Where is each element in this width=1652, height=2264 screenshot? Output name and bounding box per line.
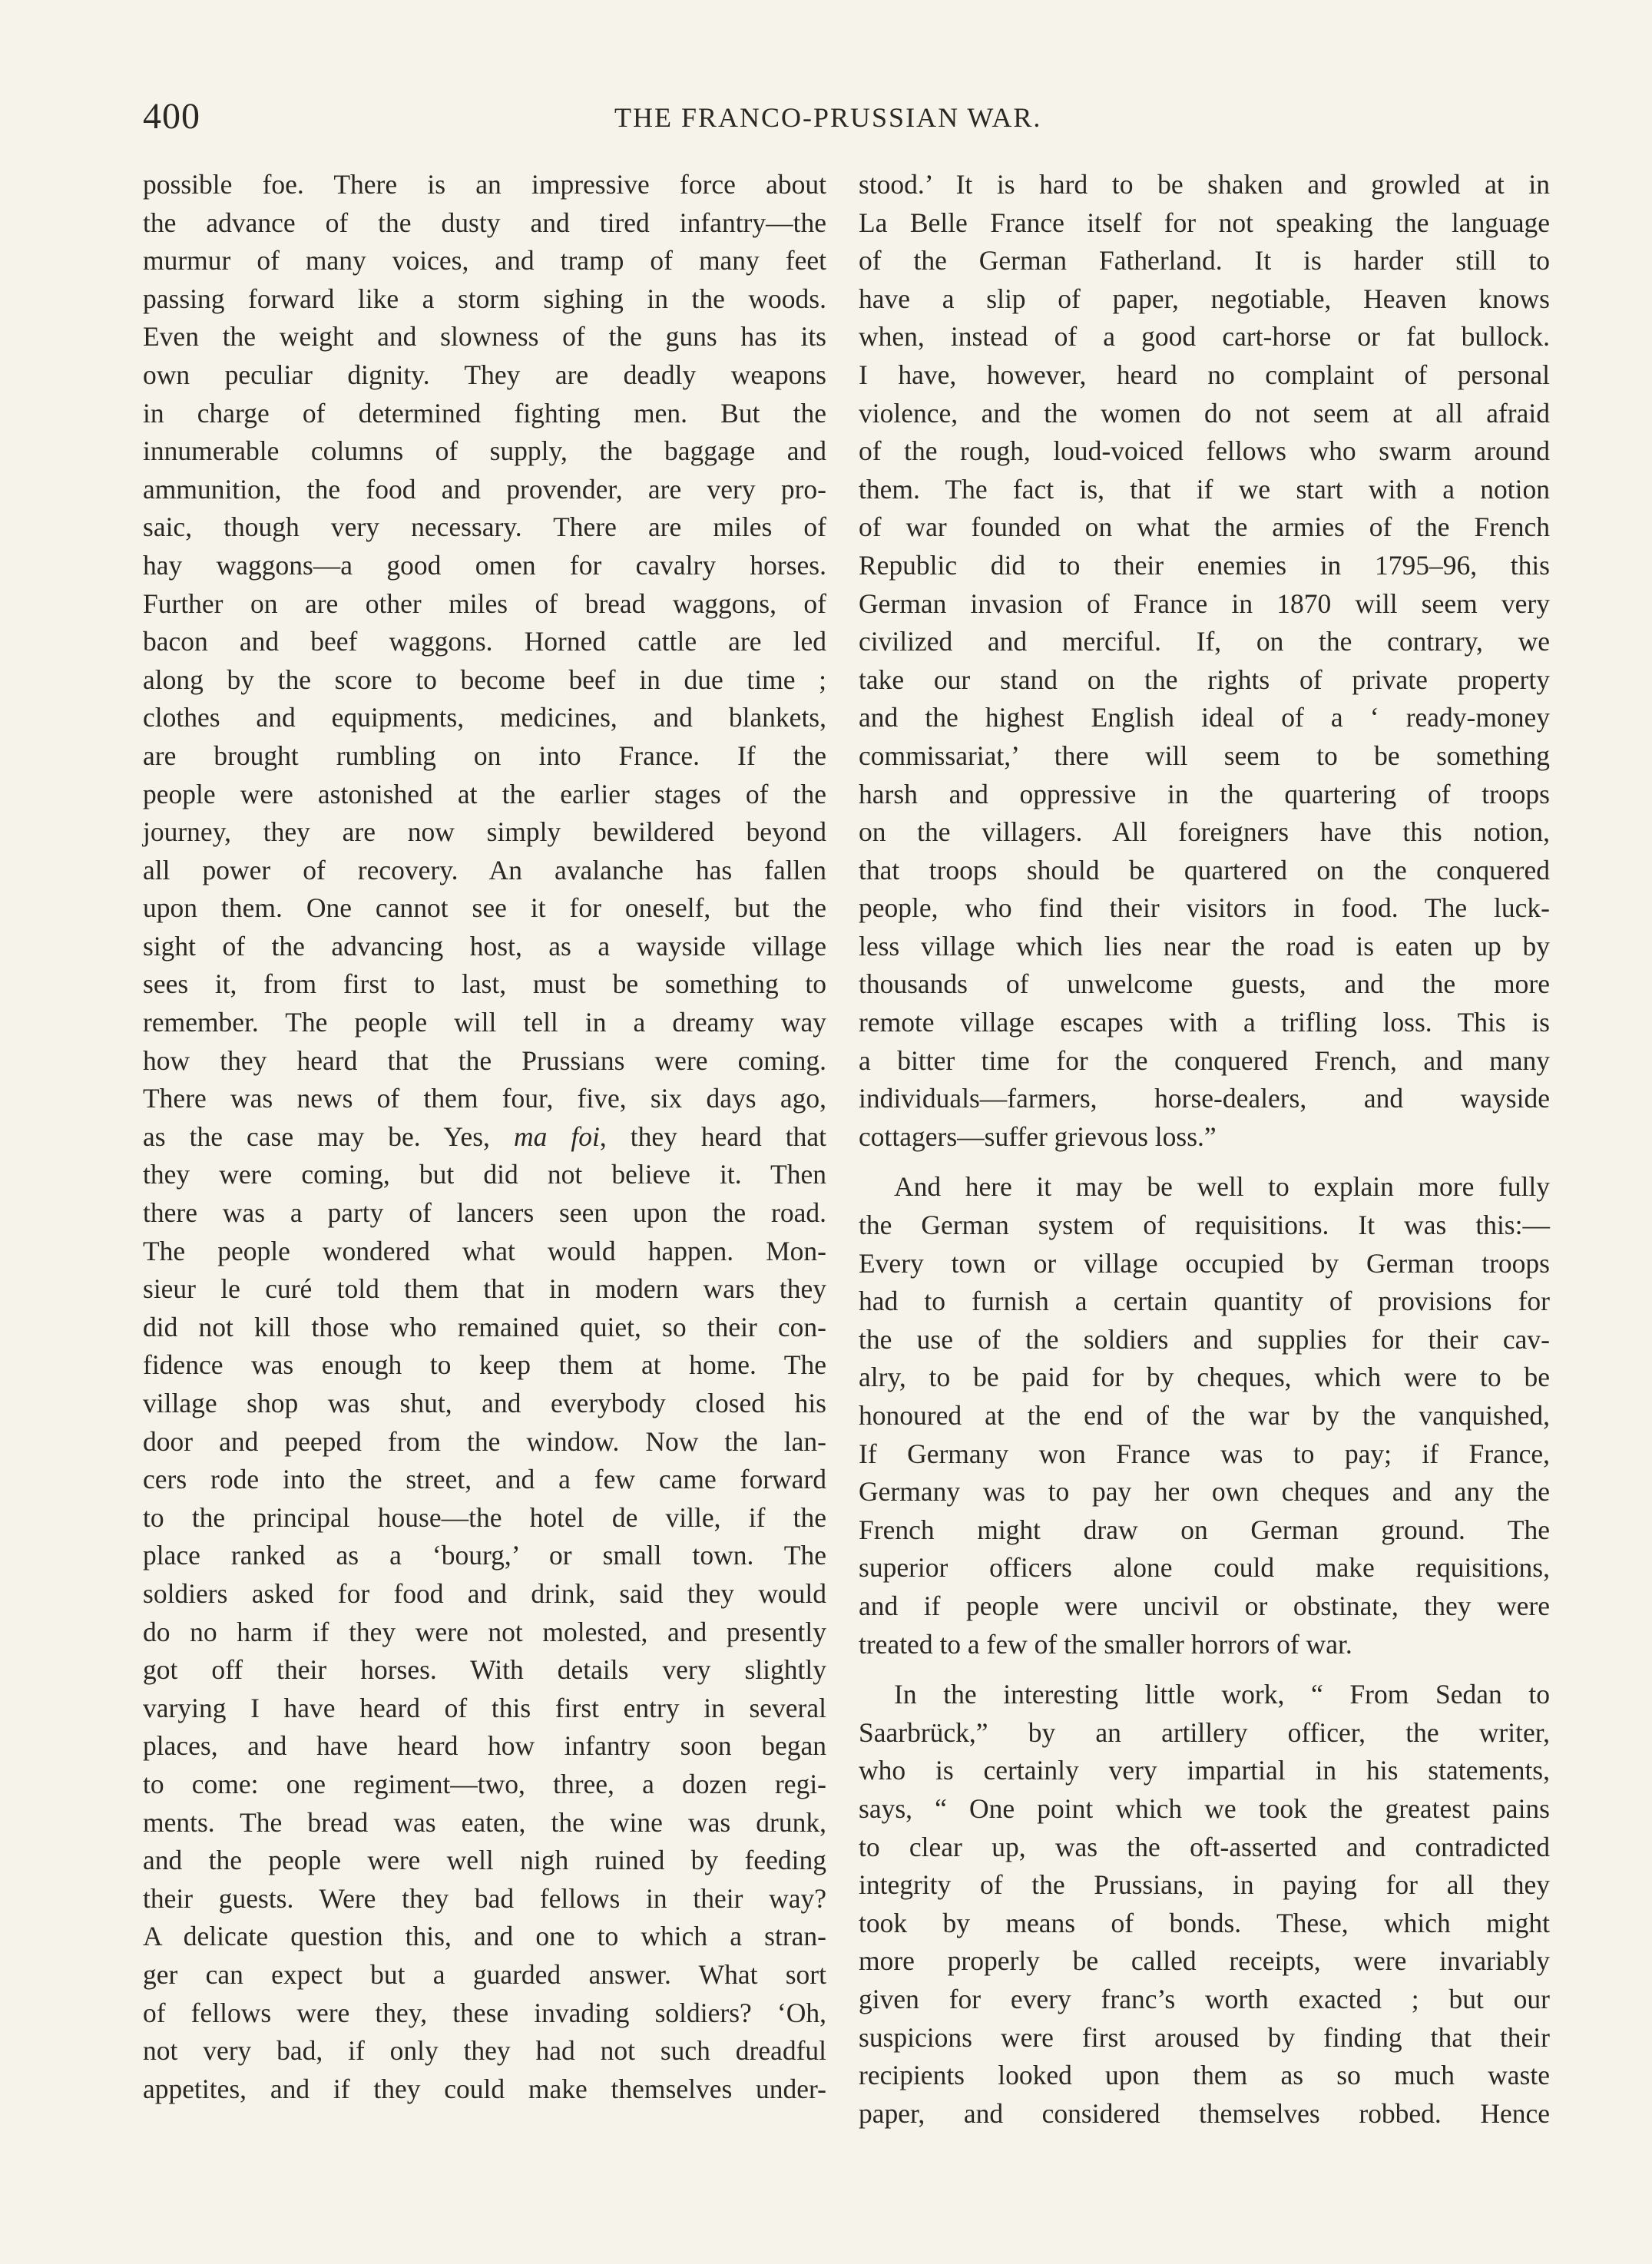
text-line: I have, however, heard no complaint of personal	[859, 359, 1550, 390]
text-line: A delicate question this, and one to which a stran-	[143, 1921, 826, 1952]
text-line: Germany was to pay her own cheques and any the	[859, 1476, 1550, 1508]
text-line: Every town or village occupied by German troops	[859, 1247, 1550, 1279]
text-line: ammunition, the food and provender, are very pro-	[143, 473, 826, 505]
text-line: cers rode into the street, and a few came forward	[143, 1464, 826, 1495]
text-line: of the rough, loud-voiced fellows who swarm around	[859, 435, 1550, 467]
text-line: who is certainly very impartial in his statements,	[859, 1755, 1550, 1786]
text-line: And here it may be well to explain more fully	[894, 1171, 1550, 1203]
text-line: clothes and equipments, medicines, and blankets,	[143, 702, 826, 733]
text-line: sight of the advancing host, as a wayside village	[143, 930, 826, 962]
text-line: do no harm if they were not molested, and presently	[143, 1616, 826, 1647]
text-line: passing forward like a storm sighing in the woods.	[143, 283, 826, 314]
text-line: of war founded on what the armies of the French	[859, 511, 1550, 543]
paragraph-requisitions	[859, 1168, 1550, 1663]
text-line: varying I have heard of this first entry in several	[143, 1692, 826, 1723]
text-line: remember. The people will tell in a dreamy way	[143, 1007, 826, 1038]
text-line: there was a party of lancers seen upon the road.	[143, 1197, 826, 1229]
text-line: the German system of requisitions. It was this:—	[859, 1210, 1550, 1241]
text-line: Republic did to their enemies in 1795–96, this	[859, 549, 1550, 581]
text-line: not very bad, if only they had not such dreadful	[143, 2035, 826, 2067]
text-line: place ranked as a ‘bourg,’ or small town. The	[143, 1540, 826, 1571]
text-line: how they heard that the Prussians were coming.	[143, 1044, 826, 1076]
text-line: superior officers alone could make requisitions,	[859, 1552, 1550, 1584]
text-line: door and peeped from the window. Now the lan-	[143, 1425, 826, 1457]
text-line: possible foe. There is an impressive force about	[143, 169, 826, 200]
text-line: stood.’ It is hard to be shaken and growled at in	[859, 169, 1550, 200]
text-line: Saarbrück,” by an artillery officer, the writer,	[859, 1716, 1550, 1748]
text-line: paper, and considered themselves robbed. Hence	[859, 2097, 1550, 2129]
text-line: take our stand on the rights of private property	[859, 664, 1550, 695]
text-line: sees it, from first to last, must be something to	[143, 968, 826, 1000]
paragraph-continued	[859, 166, 1550, 1156]
text-line: are brought rumbling on into France. If the	[143, 740, 826, 771]
text-line: If Germany won France was to pay; if France,	[859, 1438, 1550, 1469]
text-line: honoured at the end of the war by the vanquished,	[859, 1400, 1550, 1431]
text-line: given for every franc’s worth exacted ; but our	[859, 1983, 1550, 2014]
text-line: murmur of many voices, and tramp of many feet	[143, 245, 826, 276]
text-line: have a slip of paper, negotiable, Heaven knows	[859, 283, 1550, 314]
text-line: There was news of them four, five, six days ago,	[143, 1083, 826, 1114]
text-line: them. The fact is, that if we start with a notion	[859, 473, 1550, 505]
text-line: places, and have heard how infantry soon began	[143, 1730, 826, 1762]
text-line: along by the score to become beef in due time ;	[143, 664, 826, 695]
text-line: a bitter time for the conquered French, and many	[859, 1044, 1550, 1076]
text-line: took by means of bonds. These, which might	[859, 1907, 1550, 1938]
text-line: their guests. Were they bad fellows in their way?	[143, 1882, 826, 1914]
text-line: to clear up, was the oft-asserted and contradicted	[859, 1831, 1550, 1862]
text-line: to the principal house—the hotel de ville, if the	[143, 1501, 826, 1533]
text-line: individuals—farmers, horse-dealers, and wayside	[859, 1083, 1550, 1114]
text-line: German invasion of France in 1870 will seem very	[859, 588, 1550, 619]
text-line: In the interesting little work, “ From Sedan to	[894, 1679, 1550, 1710]
text-line: commissariat,’ there will seem to be something	[859, 740, 1550, 771]
text-line: journey, they are now simply bewildered beyond	[143, 816, 826, 848]
text-line: recipients looked upon them as so much waste	[859, 2060, 1550, 2091]
text-line: says, “ One point which we took the greatest pains	[859, 1792, 1550, 1824]
text-line: soldiers asked for food and drink, said they would	[143, 1577, 826, 1609]
text-line: all power of recovery. An avalanche has fallen	[143, 854, 826, 885]
text-line: in charge of determined fighting men. But the	[143, 397, 826, 429]
text-line: hay waggons—a good omen for cavalry horses.	[143, 549, 826, 581]
text-line: integrity of the Prussians, in paying for all they	[859, 1869, 1550, 1901]
text-line: and the highest English ideal of a ‘ ready-money	[859, 702, 1550, 733]
text-line: sieur le curé told them that in modern wars they	[143, 1273, 826, 1305]
text-line: people were astonished at the earlier stages of the	[143, 778, 826, 809]
text-line: as the case may be. Yes, ma foi, they heard that	[143, 1120, 826, 1152]
text-line: French might draw on German ground. The	[859, 1514, 1550, 1545]
text-line: to come: one regiment—two, three, a dozen regi-	[143, 1768, 826, 1799]
text-line: had to furnish a certain quantity of provisions for	[859, 1286, 1550, 1317]
text-line: innumerable columns of supply, the baggage and	[143, 435, 826, 467]
text-line: of the German Fatherland. It is harder still to	[859, 245, 1550, 276]
text-line: the use of the soldiers and supplies for their cav-	[859, 1323, 1550, 1355]
text-line: alry, to be paid for by cheques, which were to be	[859, 1362, 1550, 1393]
text-line: fidence was enough to keep them at home. The	[143, 1349, 826, 1381]
text-line: The people wondered what would happen. Mon-	[143, 1235, 826, 1266]
text-line: when, instead of a good cart-horse or fat bullock.	[859, 321, 1550, 353]
text-line: the advance of the dusty and tired infantry—the	[143, 207, 826, 238]
text-line: on the villagers. All foreigners have this notion,	[859, 816, 1550, 848]
text-line: people, who find their visitors in food. The luck-	[859, 892, 1550, 924]
text-line: cottagers—suffer grievous loss.”	[859, 1120, 1217, 1152]
text-line: Further on are other miles of bread waggons, of	[143, 588, 826, 619]
text-line: that troops should be quartered on the conquered	[859, 854, 1550, 885]
text-line: own peculiar dignity. They are deadly weapons	[143, 359, 826, 390]
text-line: more properly be called receipts, were invariably	[859, 1945, 1550, 1977]
paragraph-gap	[859, 1663, 1550, 1676]
text-line: thousands of unwelcome guests, and the more	[859, 968, 1550, 1000]
text-line: violence, and the women do not seem at all afraid	[859, 397, 1550, 429]
text-line: saic, though very necessary. There are miles of	[143, 511, 826, 543]
text-line: treated to a few of the smaller horrors of war.	[859, 1628, 1352, 1660]
text-line: got off their horses. With details very slightly	[143, 1654, 826, 1686]
text-line: upon them. One cannot see it for oneself, but the	[143, 892, 826, 924]
text-line: suspicions were first aroused by finding that their	[859, 2021, 1550, 2053]
text-line: La Belle France itself for not speaking the language	[859, 207, 1550, 238]
text-line: of fellows were they, these invading soldiers? ‘Oh,	[143, 1997, 826, 2028]
italic-phrase: ma foi	[513, 1120, 600, 1152]
text-line: ments. The bread was eaten, the wine was drunk,	[143, 1806, 826, 1838]
text-line: and the people were well nigh ruined by feeding	[143, 1845, 826, 1876]
text-line: civilized and merciful. If, on the contrary, we	[859, 626, 1550, 657]
text-line: village shop was shut, and everybody closed his	[143, 1388, 826, 1418]
text-line: remote village escapes with a trifling loss. This is	[859, 1007, 1550, 1038]
text-line: they were coming, but did not believe it. Then	[143, 1159, 826, 1190]
text-line: and if people were uncivil or obstinate, they were	[859, 1590, 1550, 1621]
text-line: appetites, and if they could make themselves under-	[143, 2073, 826, 2104]
page-number: 400	[143, 96, 200, 137]
running-title: THE FRANCO-PRUSSIAN WAR.	[614, 102, 1042, 133]
text-line: ger can expect but a guarded answer. What sort	[143, 1958, 826, 1990]
paragraph-sedan-quote	[859, 1676, 1550, 2133]
text-line: did not kill those who remained quiet, so their con-	[143, 1311, 826, 1342]
text-line: bacon and beef waggons. Horned cattle are led	[143, 626, 826, 657]
left-text-column	[143, 166, 826, 2108]
text-line: Even the weight and slowness of the guns has its	[143, 321, 826, 353]
text-line: less village which lies near the road is eaten up by	[859, 930, 1550, 962]
paragraph-gap	[859, 1156, 1550, 1168]
right-text-column	[859, 166, 1550, 2133]
text-line: harsh and oppressive in the quartering of troops	[859, 778, 1550, 809]
